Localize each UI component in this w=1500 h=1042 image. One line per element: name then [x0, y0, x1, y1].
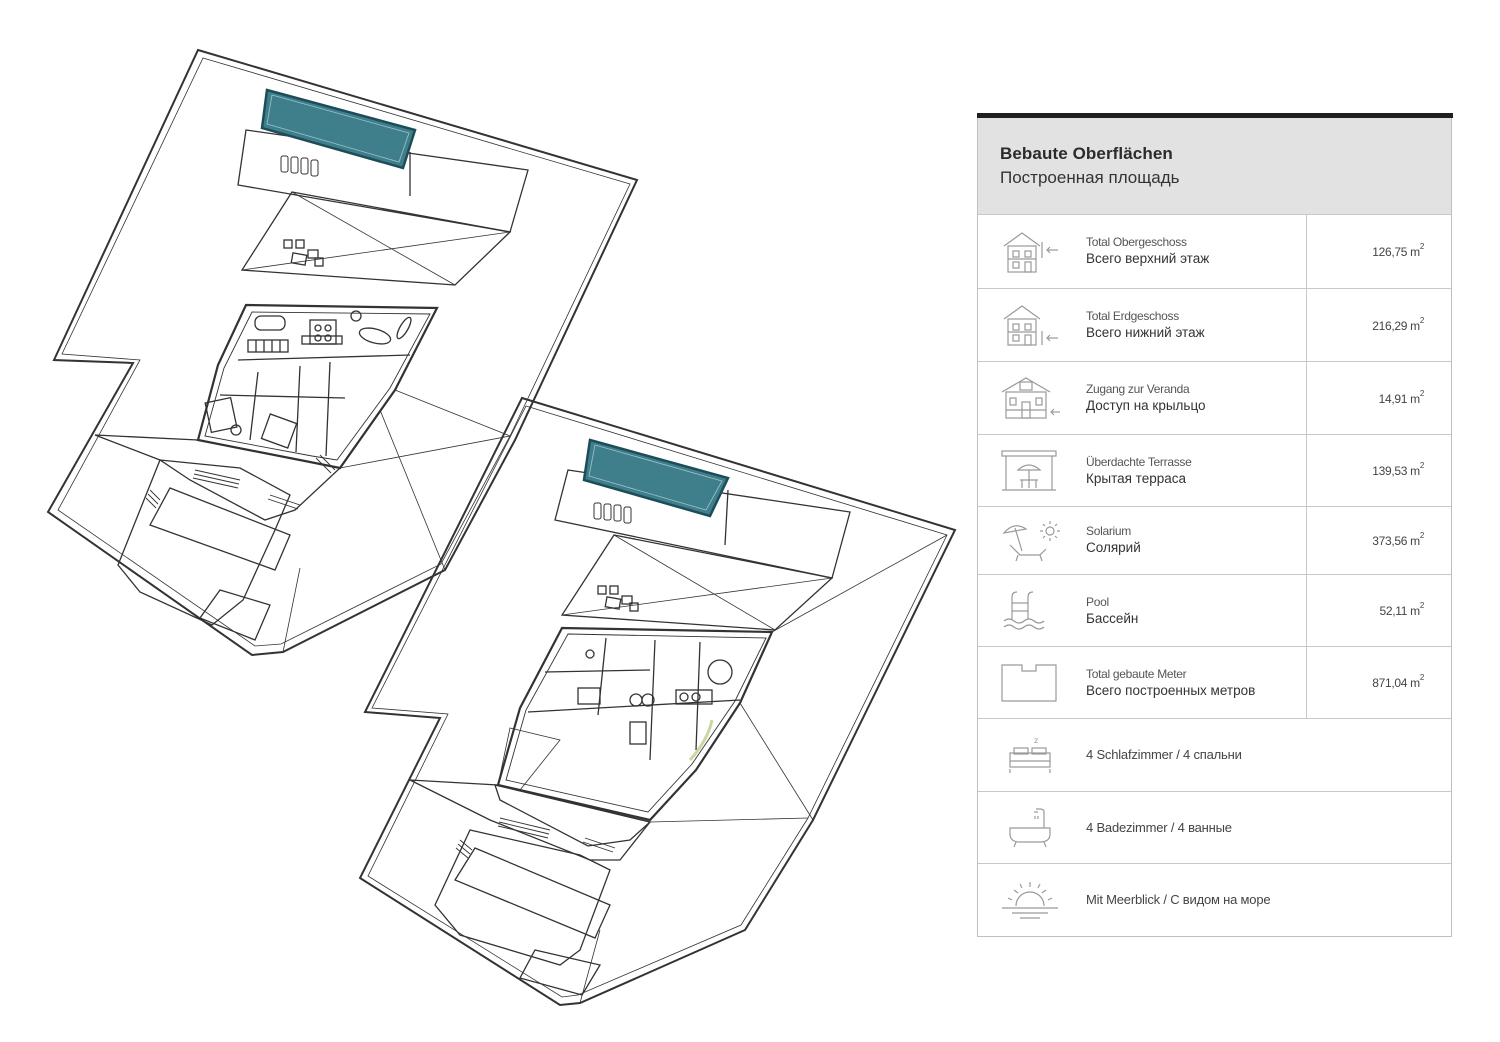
pool-icon — [1000, 589, 1060, 633]
row-label-ru: Бассейн — [1086, 611, 1139, 626]
row-value-cell — [1306, 507, 1452, 574]
svg-text:z: z — [1034, 736, 1039, 745]
row-value-cell — [1306, 435, 1452, 506]
feature-bathrooms — [978, 792, 1451, 864]
feature-sea-view — [978, 864, 1451, 937]
veranda-icon — [1000, 376, 1060, 420]
panel-title-de: Bebaute Oberflächen — [1000, 144, 1173, 163]
row-veranda — [978, 362, 1451, 435]
feature-text: Mit Meerblick / С видом на море — [1086, 892, 1271, 907]
row-value: 14,91 $m^2$ — [1378, 389, 1424, 406]
solarium-icon — [1000, 519, 1060, 563]
row-label-de: Pool — [1086, 595, 1109, 609]
house-ground-floor-icon — [1000, 303, 1060, 347]
row-value: 139,53 $m^2$ — [1372, 461, 1424, 478]
house-upper-floor-icon — [1000, 230, 1060, 274]
row-value: 871,04 $m^2$ — [1372, 673, 1424, 690]
total-built-icon — [1000, 661, 1060, 705]
row-value-cell — [1306, 215, 1452, 288]
row-upper-floor — [978, 215, 1451, 289]
row-value: 216,29 $m^2$ — [1372, 316, 1424, 333]
row-label-ru: Солярий — [1086, 540, 1141, 555]
row-pool — [978, 575, 1451, 647]
row-ground-floor — [978, 289, 1451, 362]
row-label-ru: Доступ на крыльцо — [1086, 398, 1206, 413]
feature-text: 4 Badezimmer / 4 ванные — [1086, 820, 1232, 835]
row-value: 373,56 $m^2$ — [1372, 531, 1424, 548]
bed-icon — [1000, 733, 1060, 777]
feature-text: 4 Schlafzimmer / 4 спальни — [1086, 747, 1242, 762]
built-area-panel — [977, 113, 1452, 937]
row-value-cell — [1306, 575, 1452, 646]
covered-terrace-icon — [1000, 448, 1060, 492]
row-value-cell — [1306, 362, 1452, 434]
row-label-ru: Всего нижний этаж — [1086, 325, 1205, 340]
row-total-built — [978, 647, 1451, 719]
sea-view-icon — [1000, 878, 1060, 922]
row-label-ru: Всего построенных метров — [1086, 683, 1256, 698]
row-label-de: Total Erdgeschoss — [1086, 309, 1179, 323]
pool-ground — [584, 440, 728, 516]
row-covered-terrace — [978, 435, 1451, 507]
feature-bedrooms — [978, 719, 1451, 792]
row-label-de: Überdachte Terrasse — [1086, 455, 1192, 469]
row-label-de: Solarium — [1086, 524, 1131, 538]
panel-header — [978, 118, 1451, 215]
row-solarium — [978, 507, 1451, 575]
row-value: 126,75 $m^2$ — [1372, 242, 1424, 259]
bathtub-icon — [1000, 806, 1060, 850]
row-value-cell — [1306, 289, 1452, 361]
row-value-cell — [1306, 647, 1452, 718]
row-label-de: Total gebaute Meter — [1086, 667, 1187, 681]
row-label-de: Zugang zur Veranda — [1086, 382, 1190, 396]
row-label-de: Total Obergeschoss — [1086, 235, 1187, 249]
panel-title-ru: Построенная площадь — [1000, 168, 1180, 187]
row-value: 52,11 $m^2$ — [1379, 601, 1424, 618]
row-label-ru: Всего верхний этаж — [1086, 251, 1210, 266]
row-label-ru: Крытая терраса — [1086, 471, 1186, 486]
